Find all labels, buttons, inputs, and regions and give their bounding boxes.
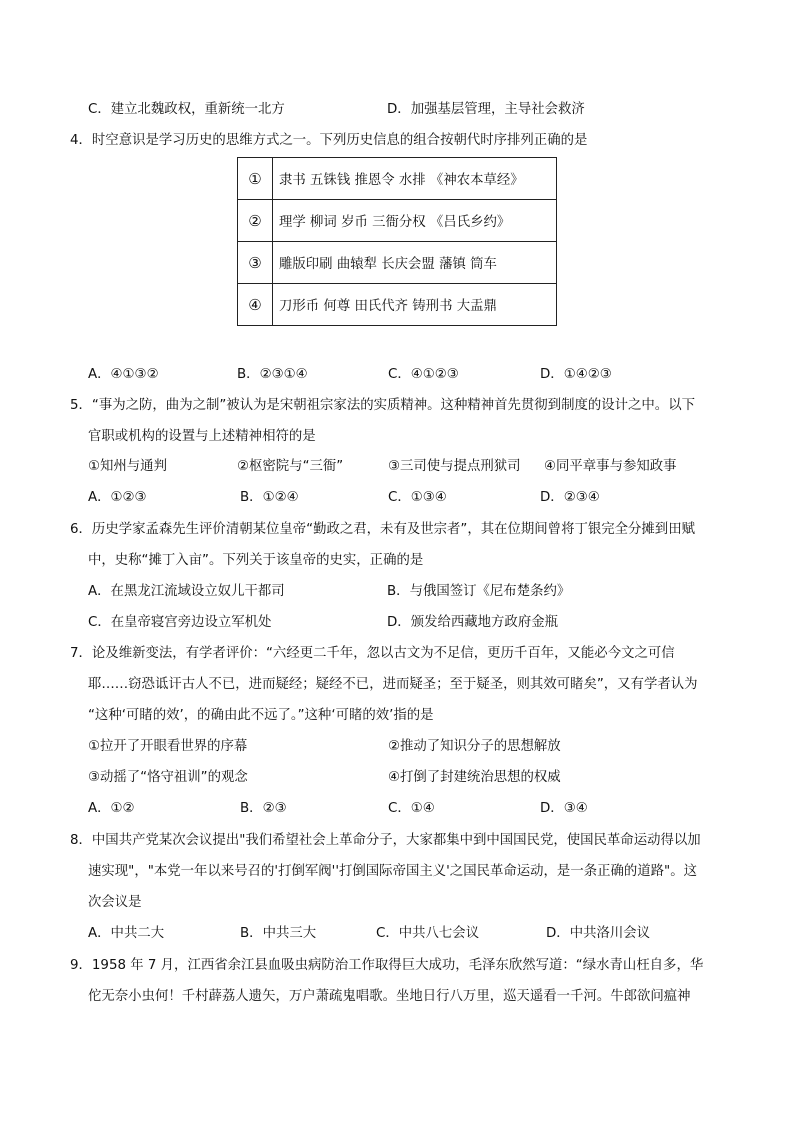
q6-stem-line1: 6．历史学家孟森先生评价清朝某位皇帝“勤政之君，未有及世宗者”，其在位期间曾将丁银完全分摊到田赋 xyxy=(70,522,695,537)
q7-item-1: ①拉开了开眼看世界的序幕 xyxy=(88,739,248,754)
q8-stem-line3: 次会议是 xyxy=(88,895,142,910)
q6-option-c: C．在皇帝寝宫旁边设立军机处 xyxy=(88,615,272,630)
q7-stem-line2: 耶……窃恐诋讦古人不已，进而疑经；疑经不已，进而疑圣；至于疑圣，则其效可睹矣”，又有学者认为 xyxy=(88,677,698,692)
q7-option-c: C．①④ xyxy=(388,801,435,816)
q7-option-d: D．③④ xyxy=(540,801,588,816)
q3-option-d: D．加强基层管理，主导社会救济 xyxy=(387,102,585,117)
q5-stem-line2: 官职或机构的设置与上述精神相符的是 xyxy=(88,429,316,444)
row-text: 理学 柳词 岁币 三衙分权 《吕氏乡约》 xyxy=(273,200,557,242)
row-number: ① xyxy=(238,158,273,200)
q4-option-a: A．④①③② xyxy=(88,367,159,382)
q5-item-1: ①知州与通判 xyxy=(88,459,167,474)
q4-option-c: C．④①②③ xyxy=(388,367,459,382)
q7-stem-line1: 7．论及维新变法，有学者评价：“六经更二千年，忽以古文为不足信，更历千百年，又能必今文之可信 xyxy=(70,646,675,661)
table-row xyxy=(238,200,557,242)
q8-option-d: D．中共洛川会议 xyxy=(546,926,651,941)
q5-item-3: ③三司使与提点刑狱司 xyxy=(388,459,521,474)
q4-stem: 4．时空意识是学习历史的思维方式之一。下列历史信息的组合按朝代时序排列正确的是 xyxy=(70,133,588,148)
q7-stem-line3: “这种‘可睹的效’，的确由此不远了。”这种‘可睹的效’指的是 xyxy=(88,708,434,723)
q8-option-b: B．中共三大 xyxy=(240,926,317,941)
q8-option-c: C．中共八七会议 xyxy=(376,926,480,941)
q6-option-a: A．在黑龙江流域设立奴儿干都司 xyxy=(88,584,285,599)
q8-option-a: A．中共二大 xyxy=(88,926,165,941)
q5-option-a: A．①②③ xyxy=(88,490,147,505)
q5-item-4: ④同平章事与参知政事 xyxy=(544,459,677,474)
row-number: ② xyxy=(238,200,273,242)
q4-info-table xyxy=(237,157,557,326)
table-row xyxy=(238,242,557,284)
q7-item-2: ②推动了知识分子的思想解放 xyxy=(388,739,561,754)
q5-option-c: C．①③④ xyxy=(388,490,447,505)
q8-stem-line1: 8．中国共产党某次会议提出"我们希望社会上革命分子，大家都集中到中国国民党，使国民革命运动得以加 xyxy=(70,833,701,848)
table-row xyxy=(238,284,557,326)
q9-stem-line1: 9．1958 年 7 月，江西省余江县血吸虫病防治工作取得巨大成功，毛泽东欣然写道：“绿水青山枉自多，华 xyxy=(70,958,704,973)
q7-item-4: ④打倒了封建统治思想的权威 xyxy=(388,770,561,785)
q6-option-d: D．颁发给西藏地方政府金瓶 xyxy=(387,615,558,630)
row-text: 雕版印刷 曲辕犁 长庆会盟 藩镇 筒车 xyxy=(273,242,557,284)
q7-item-3: ③动摇了“恪守祖训”的观念 xyxy=(88,770,248,785)
q5-option-d: D．②③④ xyxy=(540,490,600,505)
q5-option-b: B．①②④ xyxy=(240,490,299,505)
q4-option-d: D．①④②③ xyxy=(540,367,612,382)
row-number: ③ xyxy=(238,242,273,284)
q5-stem-line1: 5．“事为之防，曲为之制”被认为是宋朝祖宗家法的实质精神。这种精神首先贯彻到制度的设计之中。以下 xyxy=(70,398,695,413)
q9-stem-line2: 佗无奈小虫何！千村薜荔人遗矢，万户萧疏鬼唱歌。坐地日行八万里，巡天遥看一千河。牛郎欲问瘟神 xyxy=(88,989,691,1004)
q3-option-c: C．建立北魏政权，重新统一北方 xyxy=(88,102,285,117)
table-row xyxy=(238,158,557,200)
q4-option-b: B．②③①④ xyxy=(237,367,308,382)
q7-option-b: B．②③ xyxy=(240,801,287,816)
q5-item-2: ②枢密院与“三衙” xyxy=(237,459,344,474)
q6-option-b: B．与俄国签订《尼布楚条约》 xyxy=(387,584,571,599)
row-number: ④ xyxy=(238,284,273,326)
q7-option-a: A．①② xyxy=(88,801,135,816)
q6-stem-line2: 中，史称“摊丁入亩”。下列关于该皇帝的史实，正确的是 xyxy=(88,553,424,568)
row-text: 刀形币 何尊 田氏代齐 铸刑书 大盂鼎 xyxy=(273,284,557,326)
row-text: 隶书 五铢钱 推恩令 水排 《神农本草经》 xyxy=(273,158,557,200)
q8-stem-line2: 速实现"，"本党一年以来号召的'打倒军阀''打倒国际帝国主义'之国民革命运动，是一条正确的道路"。这 xyxy=(88,864,697,879)
